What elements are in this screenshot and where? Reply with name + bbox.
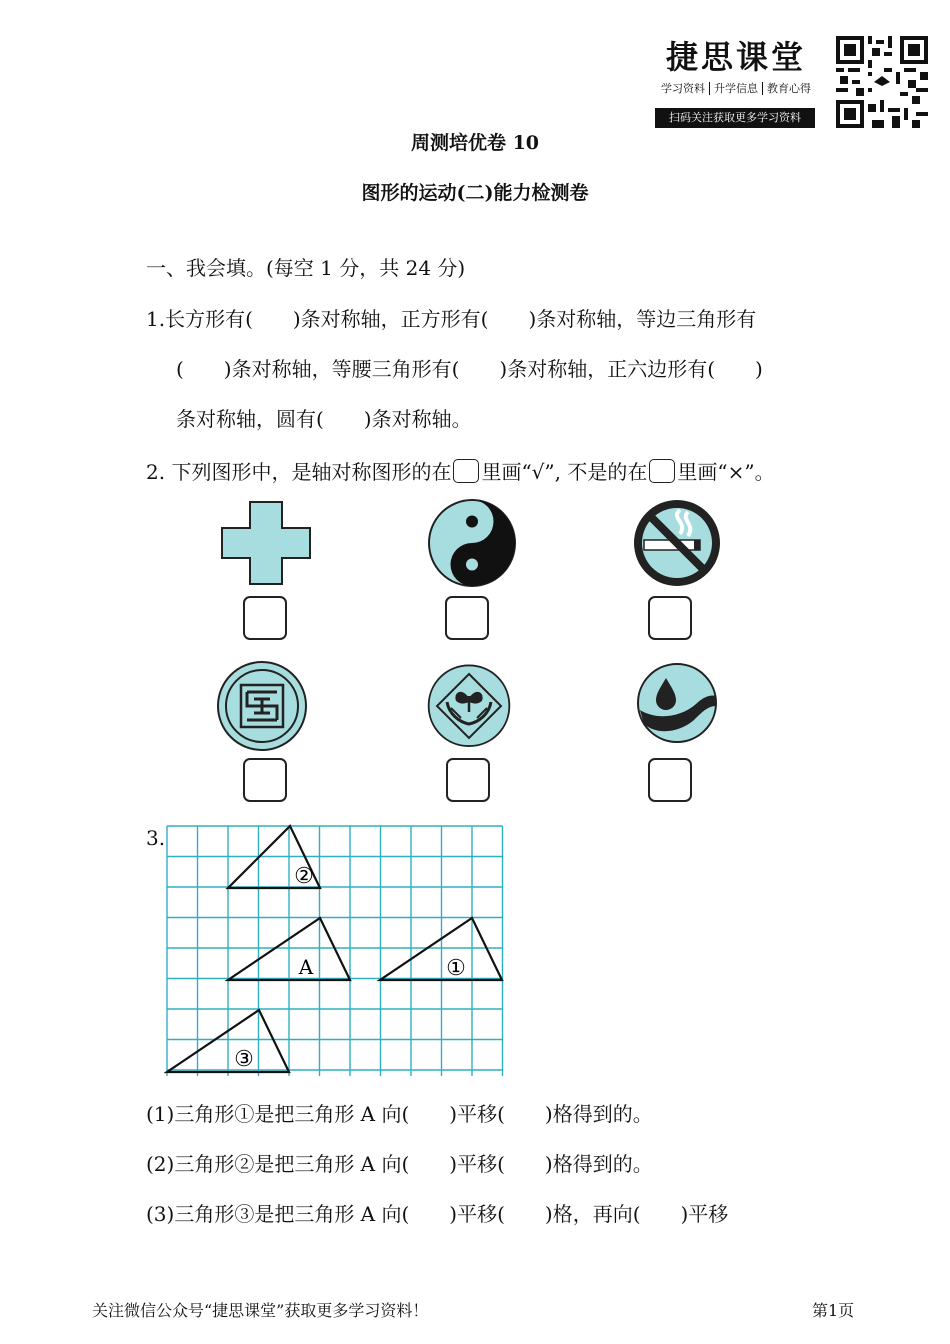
brand-slogan: 扫码关注获取更多学习资料 — [655, 108, 815, 128]
section-heading: 一、我会填。(每空 1 分，共 24 分) — [146, 256, 466, 280]
q2-text-part1: 2. 下列图形中，是轴对称图形的在 — [146, 460, 452, 484]
q3-number: 3. — [146, 826, 166, 850]
q2-text-part3: 里画“×”。 — [677, 460, 775, 484]
water-drop-icon — [636, 660, 718, 746]
q2-instruction — [146, 456, 775, 485]
brand-tag: 学习资料 — [657, 82, 710, 95]
main-title: 周测培优卷 10 — [410, 132, 540, 154]
answer-checkbox[interactable] — [445, 596, 489, 640]
brand-tag: 教育心得 — [767, 82, 811, 95]
label-a: A — [298, 955, 314, 979]
label-three: ③ — [234, 1047, 254, 1072]
no-smoking-icon — [630, 498, 724, 588]
answer-checkbox[interactable] — [446, 758, 490, 802]
q3-sub2: (2)三角形②是把三角形 A 向( )平移( )格得到的。 — [146, 1152, 653, 1176]
q1-line1: 1.长方形有( )条对称轴，正方形有( )条对称轴，等边三角形有 — [146, 307, 757, 331]
footer-note: 关注微信公众号“捷思课堂”获取更多学习资料！ — [92, 1301, 429, 1320]
page-number: 第1页 — [812, 1301, 855, 1320]
answer-checkbox[interactable] — [243, 596, 287, 640]
answer-checkbox[interactable] — [648, 758, 692, 802]
label-two: ② — [294, 864, 314, 889]
answer-box-sample — [649, 459, 675, 483]
yin-yang-icon — [425, 498, 519, 588]
qr-code-icon[interactable] — [836, 36, 928, 128]
label-one: ① — [446, 956, 466, 981]
answer-checkbox[interactable] — [243, 758, 287, 802]
sub-title: 图形的运动(二)能力检测卷 — [361, 182, 589, 204]
q1-line3: 条对称轴，圆有( )条对称轴。 — [176, 407, 472, 431]
translation-grid — [160, 820, 510, 1076]
brand-name: 捷思课堂 — [666, 38, 807, 76]
q3-sub3: (3)三角形③是把三角形 A 向( )平移( )格，再向( )平移 — [146, 1202, 729, 1226]
q2-text-part2: 里画“√”, 不是的在 — [481, 460, 648, 484]
q1-line2: ( )条对称轴，等腰三角形有( )条对称轴，正六边形有( ) — [176, 357, 763, 381]
answer-checkbox[interactable] — [648, 596, 692, 640]
brand-tag: 升学信息 — [710, 82, 763, 95]
q3-sub1: (1)三角形①是把三角形 A 向( )平移( )格得到的。 — [146, 1102, 653, 1126]
brand-tags — [657, 80, 815, 96]
hands-sprout-icon — [421, 658, 517, 754]
bank-logo-icon — [216, 660, 308, 752]
answer-box-sample — [453, 459, 479, 483]
red-cross-icon — [220, 500, 312, 586]
